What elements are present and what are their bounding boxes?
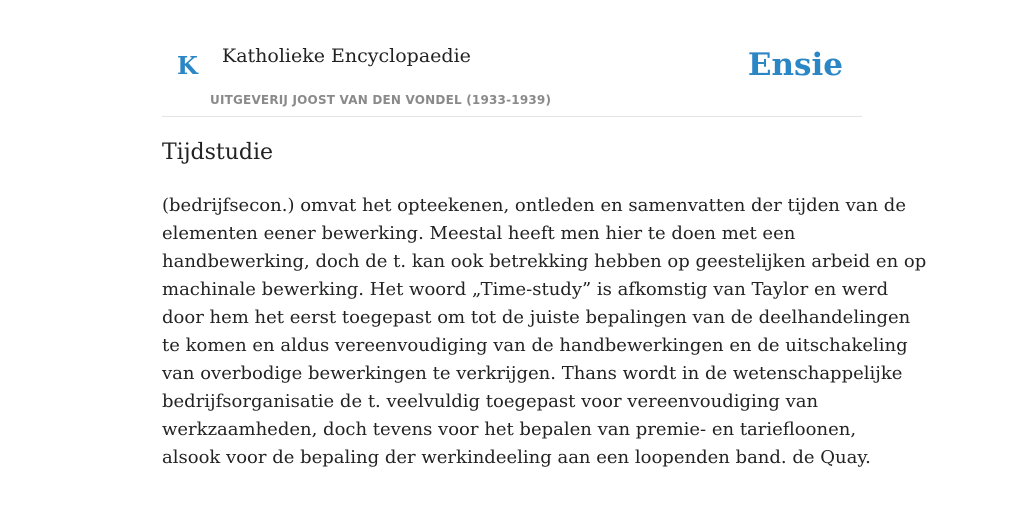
- publisher-label: UITGEVERIJ JOOST VAN DEN VONDEL (1933-1939): [210, 93, 552, 107]
- article-title: Tijdstudie: [162, 140, 274, 165]
- site-header: [162, 0, 862, 117]
- article-line: bedrijfsorganisatie de t. veelvuldig toegepast voor vereenvoudiging van: [162, 391, 819, 412]
- ensie-brand-logo[interactable]: Ensie: [747, 47, 843, 83]
- article-body: [162, 192, 927, 472]
- article-line: van overbodige bewerkingen te verkrijgen. Thans wordt in de wetenschappelijke: [162, 363, 903, 384]
- article-line: werkzaamheden, doch tevens voor het bepalen van premie- en tariefloonen,: [162, 419, 857, 440]
- article-line: handbewerking, doch de t. kan ook betrekking hebben op geestelijken arbeid en op: [162, 251, 927, 272]
- encyclopedia-logo[interactable]: K: [177, 51, 198, 80]
- article-line: door hem het eerst toegepast om tot de juiste bepalingen van de deelhandelingen: [162, 307, 911, 328]
- encyclopedia-title[interactable]: Katholieke Encyclopaedie: [222, 45, 471, 67]
- article-line: (bedrijfsecon.) omvat het opteekenen, ontleden en samenvatten der tijden van de: [162, 195, 906, 216]
- article-line: elementen eener bewerking. Meestal heeft men hier te doen met een: [162, 223, 796, 244]
- article-line: te komen en aldus vereenvoudiging van de handbewerkingen en de uitschakeling: [162, 335, 908, 356]
- article-line: machinale bewerking. Het woord „Time-study” is afkomstig van Taylor en werd: [162, 279, 889, 300]
- article-line: alsook voor de bepaling der werkindeeling aan een loopenden band. de Quay.: [162, 447, 871, 468]
